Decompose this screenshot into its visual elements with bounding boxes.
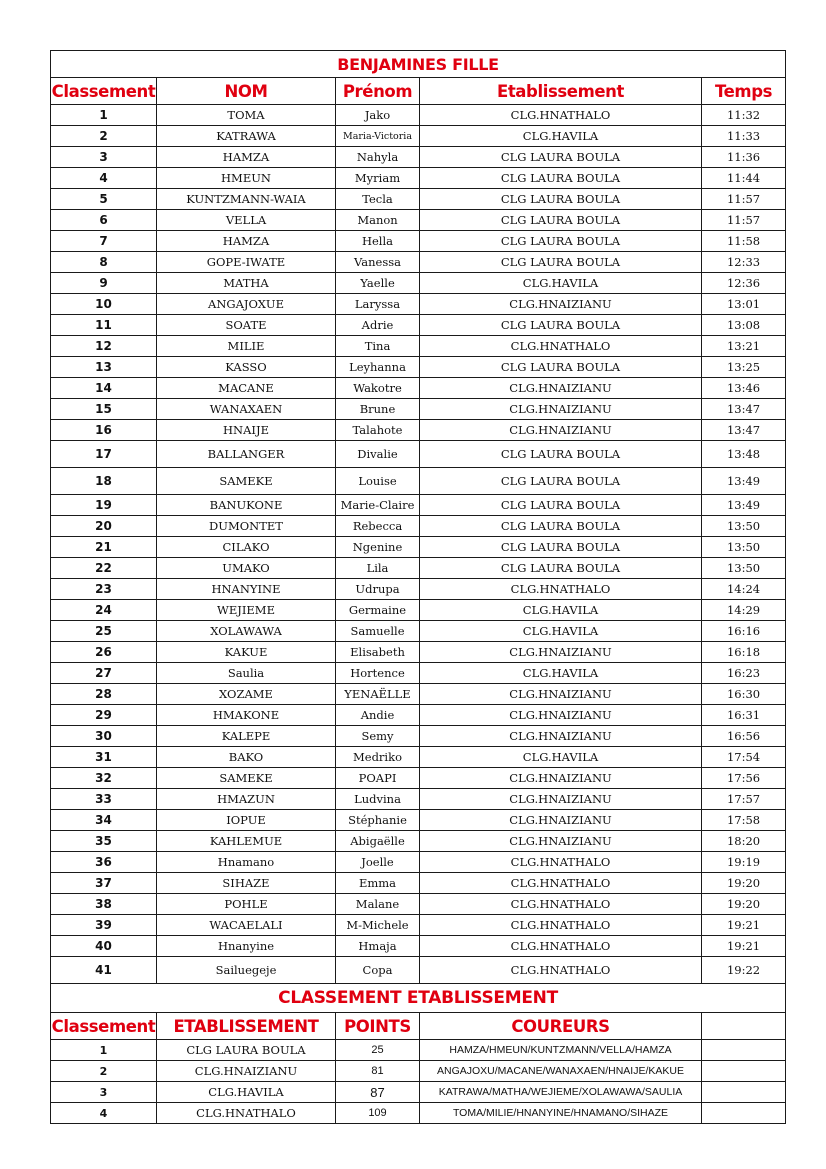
table-row [51,210,786,231]
school-points-cell: 109 [336,1103,420,1124]
rank-cell: 22 [51,558,157,579]
rank-cell: 33 [51,789,157,810]
rank-cell: 9 [51,273,157,294]
prenom-cell: Myriam [336,168,420,189]
table-row [51,537,786,558]
nom-cell: KAHLEMUE [157,831,336,852]
etablissement-cell: CLG.HNAIZIANU [420,810,702,831]
nom-cell: VELLA [157,210,336,231]
etablissement-cell: CLG.HNATHALO [420,105,702,126]
temps-cell: 11:32 [702,105,786,126]
table-row [51,663,786,684]
school-name-cell: CLG LAURA BOULA [157,1040,336,1061]
etablissement-cell: CLG.HNAIZIANU [420,705,702,726]
prenom-cell: Wakotre [336,378,420,399]
temps-cell: 11:44 [702,168,786,189]
results-title: BENJAMINES FILLE [51,51,786,78]
etablissement-cell: CLG.HNAIZIANU [420,768,702,789]
table-row [51,105,786,126]
prenom-cell: Medriko [336,747,420,768]
prenom-cell: Tina [336,336,420,357]
etablissement-cell: CLG.HNAIZIANU [420,378,702,399]
rank-cell: 17 [51,441,157,468]
etablissement-cell: CLG.HNATHALO [420,915,702,936]
nom-cell: Hnamano [157,852,336,873]
temps-cell: 18:20 [702,831,786,852]
col-header-coureurs: COUREURS [420,1013,702,1040]
rank-cell: 3 [51,147,157,168]
school-rank-cell: 3 [51,1082,157,1103]
results-title-row [51,51,786,78]
table-row [51,516,786,537]
prenom-cell: M-Michele [336,915,420,936]
table-row [51,378,786,399]
temps-cell: 11:57 [702,189,786,210]
etablissement-cell: CLG.HNATHALO [420,957,702,984]
etablissement-cell: CLG.HNATHALO [420,852,702,873]
temps-cell: 16:16 [702,621,786,642]
rank-cell: 6 [51,210,157,231]
prenom-cell: Germaine [336,600,420,621]
temps-cell: 17:54 [702,747,786,768]
etablissement-cell: CLG LAURA BOULA [420,495,702,516]
col-header-temps: Temps [702,78,786,105]
etablissement-cell: CLG.HNAIZIANU [420,789,702,810]
rank-cell: 39 [51,915,157,936]
temps-cell: 13:21 [702,336,786,357]
etablissement-cell: CLG.HNAIZIANU [420,294,702,315]
etablissement-cell: CLG.HNATHALO [420,894,702,915]
col-header-prenom: Prénom [336,78,420,105]
school-rank-cell: 2 [51,1061,157,1082]
school-runners-cell: KATRAWA/MATHA/WEJIEME/XOLAWAWA/SAULIA [420,1082,702,1103]
results-header-row [51,78,786,105]
school-empty-cell [702,1103,786,1124]
prenom-cell: Nahyla [336,147,420,168]
etablissement-cell: CLG.HNAIZIANU [420,726,702,747]
prenom-cell: Malane [336,894,420,915]
temps-cell: 13:25 [702,357,786,378]
results-table [50,50,786,1124]
etablissement-cell: CLG.HNAIZIANU [420,684,702,705]
prenom-cell: POAPI [336,768,420,789]
school-runners-cell: TOMA/MILIE/HNANYINE/HNAMANO/SIHAZE [420,1103,702,1124]
prenom-cell: Joelle [336,852,420,873]
table-row [51,705,786,726]
rank-cell: 15 [51,399,157,420]
temps-cell: 12:36 [702,273,786,294]
etablissement-cell: CLG LAURA BOULA [420,231,702,252]
rank-cell: 25 [51,621,157,642]
etablissement-cell: CLG LAURA BOULA [420,441,702,468]
rank-cell: 30 [51,726,157,747]
nom-cell: HNANYINE [157,579,336,600]
table-row [51,873,786,894]
prenom-cell: Copa [336,957,420,984]
table-row [51,147,786,168]
temps-cell: 17:58 [702,810,786,831]
rank-cell: 24 [51,600,157,621]
rank-cell: 16 [51,420,157,441]
etablissement-cell: CLG LAURA BOULA [420,357,702,378]
nom-cell: HMEUN [157,168,336,189]
prenom-cell: Maria-Victoria [336,126,420,147]
nom-cell: KUNTZMANN-WAIA [157,189,336,210]
rank-cell: 5 [51,189,157,210]
etablissement-cell: CLG.HNAIZIANU [420,420,702,441]
temps-cell: 19:21 [702,936,786,957]
etablissement-cell: CLG LAURA BOULA [420,189,702,210]
nom-cell: WEJIEME [157,600,336,621]
nom-cell: MACANE [157,378,336,399]
table-row [51,642,786,663]
temps-cell: 13:50 [702,537,786,558]
temps-cell: 12:33 [702,252,786,273]
rank-cell: 35 [51,831,157,852]
prenom-cell: Ngenine [336,537,420,558]
prenom-cell: Jako [336,105,420,126]
rank-cell: 34 [51,810,157,831]
prenom-cell: Lila [336,558,420,579]
school-rank-cell: 4 [51,1103,157,1124]
rank-cell: 21 [51,537,157,558]
temps-cell: 16:18 [702,642,786,663]
nom-cell: BAKO [157,747,336,768]
temps-cell: 17:57 [702,789,786,810]
etablissement-cell: CLG.HAVILA [420,600,702,621]
nom-cell: BALLANGER [157,441,336,468]
temps-cell: 13:49 [702,468,786,495]
prenom-cell: Louise [336,468,420,495]
rank-cell: 41 [51,957,157,984]
nom-cell: WANAXAEN [157,399,336,420]
etablissement-cell: CLG.HAVILA [420,663,702,684]
rank-cell: 4 [51,168,157,189]
nom-cell: XOLAWAWA [157,621,336,642]
rank-cell: 40 [51,936,157,957]
prenom-cell: Brune [336,399,420,420]
temps-cell: 14:29 [702,600,786,621]
nom-cell: IOPUE [157,810,336,831]
nom-cell: SAMEKE [157,768,336,789]
rank-cell: 29 [51,705,157,726]
school-empty-cell [702,1040,786,1061]
prenom-cell: Divalie [336,441,420,468]
prenom-cell: Hella [336,231,420,252]
prenom-cell: Leyhanna [336,357,420,378]
table-row [51,441,786,468]
table-row [51,168,786,189]
prenom-cell: Ludvina [336,789,420,810]
etablissement-cell: CLG.HNAIZIANU [420,831,702,852]
table-row [51,252,786,273]
table-row [51,294,786,315]
temps-cell: 13:46 [702,378,786,399]
rank-cell: 7 [51,231,157,252]
prenom-cell: Marie-Claire [336,495,420,516]
table-row [51,495,786,516]
temps-cell: 19:19 [702,852,786,873]
table-row [51,231,786,252]
temps-cell: 11:57 [702,210,786,231]
prenom-cell: Adrie [336,315,420,336]
col-header-classement: Classement [51,1013,157,1040]
etablissement-cell: CLG.HNATHALO [420,873,702,894]
table-row [51,831,786,852]
table-row [51,957,786,984]
col-header-classement: Classement [51,78,157,105]
table-row [51,621,786,642]
table-row [51,810,786,831]
results-sheet [50,50,785,1124]
temps-cell: 19:20 [702,873,786,894]
rank-cell: 27 [51,663,157,684]
temps-cell: 13:49 [702,495,786,516]
nom-cell: Saulia [157,663,336,684]
temps-cell: 17:56 [702,768,786,789]
table-row [51,468,786,495]
school-points-cell: 81 [336,1061,420,1082]
nom-cell: MATHA [157,273,336,294]
etablissement-cell: CLG.HAVILA [420,273,702,294]
nom-cell: HNAIJE [157,420,336,441]
nom-cell: KATRAWA [157,126,336,147]
prenom-cell: YENAËLLE [336,684,420,705]
nom-cell: MILIE [157,336,336,357]
rank-cell: 37 [51,873,157,894]
school-runners-cell: ANGAJOXU/MACANE/WANAXAEN/HNAIJE/KAKUE [420,1061,702,1082]
temps-cell: 16:30 [702,684,786,705]
temps-cell: 13:50 [702,558,786,579]
school-runners-cell: HAMZA/HMEUN/KUNTZMANN/VELLA/HAMZA [420,1040,702,1061]
etablissement-cell: CLG.HNATHALO [420,936,702,957]
nom-cell: UMAKO [157,558,336,579]
table-row [51,768,786,789]
nom-cell: DUMONTET [157,516,336,537]
prenom-cell: Hmaja [336,936,420,957]
nom-cell: HMAKONE [157,705,336,726]
rank-cell: 2 [51,126,157,147]
school-name-cell: CLG.HNATHALO [157,1103,336,1124]
etablissement-cell: CLG LAURA BOULA [420,516,702,537]
prenom-cell: Semy [336,726,420,747]
nom-cell: GOPE-IWATE [157,252,336,273]
etablissement-cell: CLG LAURA BOULA [420,468,702,495]
rank-cell: 14 [51,378,157,399]
rank-cell: 32 [51,768,157,789]
rank-cell: 10 [51,294,157,315]
col-header-etablissement: Etablissement [420,78,702,105]
table-row [51,357,786,378]
etablissement-cell: CLG.HAVILA [420,747,702,768]
rank-cell: 26 [51,642,157,663]
table-row [51,399,786,420]
table-row [51,894,786,915]
nom-cell: KASSO [157,357,336,378]
rank-cell: 8 [51,252,157,273]
table-row [51,315,786,336]
nom-cell: HMAZUN [157,789,336,810]
prenom-cell: Stéphanie [336,810,420,831]
nom-cell: Hnanyine [157,936,336,957]
etablissement-cell: CLG LAURA BOULA [420,168,702,189]
prenom-cell: Samuelle [336,621,420,642]
rank-cell: 11 [51,315,157,336]
temps-cell: 19:21 [702,915,786,936]
table-row [51,936,786,957]
temps-cell: 16:23 [702,663,786,684]
prenom-cell: Emma [336,873,420,894]
table-row [51,726,786,747]
nom-cell: ANGAJOXUE [157,294,336,315]
rank-cell: 20 [51,516,157,537]
nom-cell: XOZAME [157,684,336,705]
temps-cell: 11:58 [702,231,786,252]
school-empty-cell [702,1061,786,1082]
table-row [51,747,786,768]
table-row [51,189,786,210]
etablissement-cell: CLG.HNAIZIANU [420,642,702,663]
temps-cell: 13:01 [702,294,786,315]
col-header-points: POINTS [336,1013,420,1040]
nom-cell: SIHAZE [157,873,336,894]
etablissement-cell: CLG.HNATHALO [420,579,702,600]
table-row [51,915,786,936]
rank-cell: 28 [51,684,157,705]
prenom-cell: Yaelle [336,273,420,294]
temps-cell: 19:20 [702,894,786,915]
rank-cell: 31 [51,747,157,768]
nom-cell: POHLE [157,894,336,915]
temps-cell: 11:36 [702,147,786,168]
nom-cell: KAKUE [157,642,336,663]
col-header-nom: NOM [157,78,336,105]
prenom-cell: Vanessa [336,252,420,273]
school-name-cell: CLG.HNAIZIANU [157,1061,336,1082]
etablissement-cell: CLG LAURA BOULA [420,558,702,579]
prenom-cell: Manon [336,210,420,231]
nom-cell: BANUKONE [157,495,336,516]
prenom-cell: Hortence [336,663,420,684]
nom-cell: HAMZA [157,147,336,168]
table-row [51,600,786,621]
prenom-cell: Talahote [336,420,420,441]
nom-cell: WACAELALI [157,915,336,936]
rank-cell: 23 [51,579,157,600]
temps-cell: 16:56 [702,726,786,747]
temps-cell: 14:24 [702,579,786,600]
table-row [51,420,786,441]
school-row [51,1082,786,1103]
table-row [51,126,786,147]
etablissement-cell: CLG.HAVILA [420,621,702,642]
nom-cell: TOMA [157,105,336,126]
etablissement-cell: CLG LAURA BOULA [420,210,702,231]
temps-cell: 13:08 [702,315,786,336]
temps-cell: 13:50 [702,516,786,537]
school-empty-cell [702,1082,786,1103]
rank-cell: 19 [51,495,157,516]
nom-cell: HAMZA [157,231,336,252]
table-row [51,684,786,705]
nom-cell: KALEPE [157,726,336,747]
col-header-empty [702,1013,786,1040]
schools-title: CLASSEMENT ETABLISSEMENT [51,984,786,1013]
temps-cell: 16:31 [702,705,786,726]
prenom-cell: Andie [336,705,420,726]
table-row [51,558,786,579]
school-rank-cell: 1 [51,1040,157,1061]
prenom-cell: Elisabeth [336,642,420,663]
rank-cell: 36 [51,852,157,873]
nom-cell: SAMEKE [157,468,336,495]
nom-cell: Sailuegeje [157,957,336,984]
prenom-cell: Abigaëlle [336,831,420,852]
table-row [51,336,786,357]
rank-cell: 18 [51,468,157,495]
nom-cell: CILAKO [157,537,336,558]
temps-cell: 13:47 [702,420,786,441]
rank-cell: 13 [51,357,157,378]
schools-header-row [51,1013,786,1040]
table-row [51,579,786,600]
temps-cell: 13:47 [702,399,786,420]
schools-title-row [51,984,786,1013]
prenom-cell: Tecla [336,189,420,210]
table-row [51,852,786,873]
rank-cell: 38 [51,894,157,915]
etablissement-cell: CLG LAURA BOULA [420,252,702,273]
table-row [51,273,786,294]
etablissement-cell: CLG LAURA BOULA [420,537,702,558]
prenom-cell: Udrupa [336,579,420,600]
temps-cell: 13:48 [702,441,786,468]
etablissement-cell: CLG.HNAIZIANU [420,399,702,420]
school-row [51,1061,786,1082]
etablissement-cell: CLG.HAVILA [420,126,702,147]
etablissement-cell: CLG LAURA BOULA [420,315,702,336]
nom-cell: SOATE [157,315,336,336]
school-row [51,1103,786,1124]
school-points-cell: 25 [336,1040,420,1061]
rank-cell: 1 [51,105,157,126]
school-name-cell: CLG.HAVILA [157,1082,336,1103]
temps-cell: 19:22 [702,957,786,984]
prenom-cell: Rebecca [336,516,420,537]
rank-cell: 12 [51,336,157,357]
etablissement-cell: CLG.HNATHALO [420,336,702,357]
prenom-cell: Laryssa [336,294,420,315]
col-header-etablissement: ETABLISSEMENT [157,1013,336,1040]
etablissement-cell: CLG LAURA BOULA [420,147,702,168]
school-row [51,1040,786,1061]
school-points-cell: 87 [336,1082,420,1103]
temps-cell: 11:33 [702,126,786,147]
table-row [51,789,786,810]
